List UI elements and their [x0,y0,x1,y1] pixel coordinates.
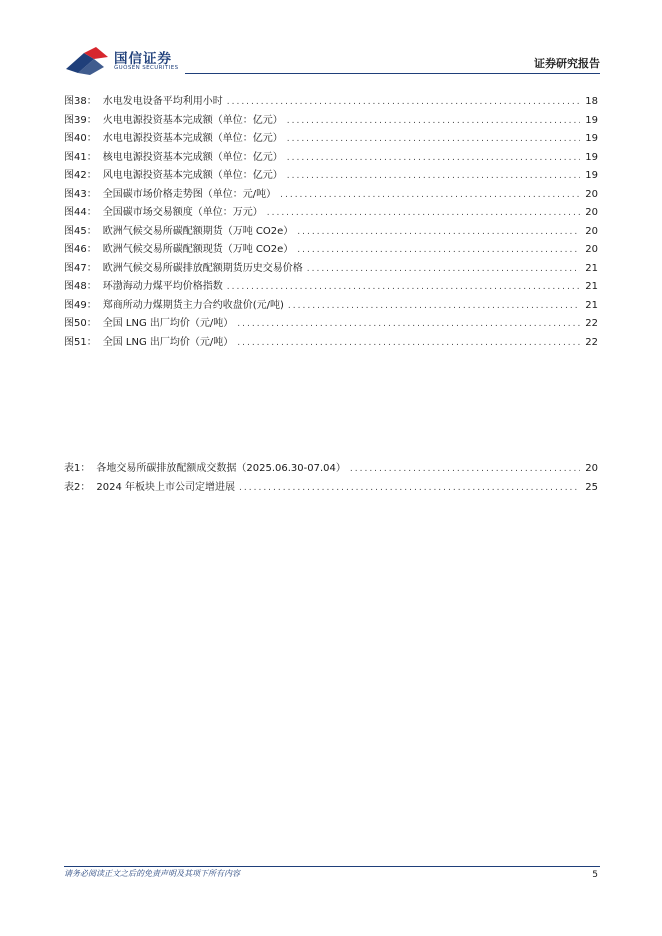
report-type: 证券研究报告 [534,57,600,70]
figure-number: 图41： [64,151,97,163]
guosen-logo-icon [64,45,110,77]
leader-dots [287,131,580,147]
leader-dots [287,150,580,166]
toc-entry-figure[interactable] [64,113,598,129]
page-ref: 19 [585,114,598,126]
figure-number: 图43： [64,188,97,200]
figure-number: 图40： [64,133,97,144]
figure-title: 全国 LNG 出厂均价（元/吨） [102,336,234,348]
figure-number: 图46： [64,244,97,255]
page-number: 5 [592,870,598,880]
toc-entry-figure[interactable] [64,131,598,147]
toc-entry-figure[interactable] [64,279,598,295]
page-ref: 20 [585,244,598,255]
leader-dots [239,480,580,496]
table-number: 表2： [64,482,91,493]
toc-entry-figure[interactable] [64,94,598,110]
figure-title: 风电电源投资基本完成额（单位：亿元） [102,170,283,181]
toc-entry-figure[interactable] [64,187,598,203]
figure-title: 郑商所动力煤期货主力合约收盘价(元/吨) [102,299,284,311]
page-ref: 20 [585,207,598,218]
page-ref: 21 [585,299,598,311]
leader-dots [267,205,580,221]
figure-number: 图51： [64,336,97,348]
leader-dots [297,242,580,258]
table-title: 2024 年板块上市公司定增进展 [96,482,236,493]
leader-dots [280,187,580,203]
figure-number: 图48： [64,281,97,292]
table-title: 各地交易所碳排放配额成交数据（2025.06.30-07.04） [96,463,346,474]
leader-dots [237,316,580,332]
toc-entry-figure[interactable] [64,168,598,184]
figure-title: 全国碳市场交易额度（单位：万元） [102,207,263,218]
leader-dots [227,94,580,110]
leader-dots [297,224,580,240]
toc-entry-figure[interactable] [64,335,598,351]
page-ref: 22 [585,336,598,348]
figure-number: 图50： [64,318,97,329]
leader-dots [350,461,580,477]
page-header [0,0,662,80]
toc-entry-figure[interactable] [64,261,598,277]
toc-entry-figure[interactable] [64,205,598,221]
toc-entry-figure[interactable] [64,298,598,314]
page-ref: 20 [585,188,598,200]
logo-chinese-name: 国信证券 [114,51,172,67]
leader-dots [287,168,580,184]
figure-title: 欧洲气候交易所碳排放配额期货历史交易价格 [102,262,303,274]
leader-dots [227,279,580,295]
toc-entry-figure[interactable] [64,224,598,240]
logo-english-name: GUOSEN SECURITIES [114,65,179,71]
figure-number: 图38： [64,96,97,107]
figure-number: 图47： [64,262,97,274]
figure-title: 欧洲气候交易所碳配额现货（万吨 CO2e） [102,244,294,255]
toc-entry-figure[interactable] [64,316,598,332]
footer-disclaimer: 请务必阅读正文之后的免责声明及其项下所有内容 [64,869,240,878]
guosen-logo [64,45,184,79]
leader-dots [237,335,580,351]
footer-divider [64,866,600,867]
figure-title: 水电电源投资基本完成额（单位：亿元） [102,133,283,144]
page-ref: 20 [585,463,598,474]
page-ref: 18 [585,96,598,107]
toc-entry-table[interactable] [64,480,598,496]
figure-title: 全国碳市场价格走势图（单位：元/吨） [102,188,277,200]
figure-number: 图44： [64,207,97,218]
figure-number: 图45： [64,225,97,237]
header-divider [185,73,600,74]
leader-dots [307,261,580,277]
leader-dots [287,113,580,129]
figure-title: 环渤海动力煤平均价格指数 [102,281,223,292]
leader-dots [288,298,580,314]
toc-entry-figure[interactable] [64,242,598,258]
page-ref: 21 [585,281,598,292]
page-ref: 21 [585,262,598,274]
page-ref: 20 [585,225,598,237]
page-ref: 19 [585,170,598,181]
figure-title: 水电发电设备平均利用小时 [102,96,223,107]
figure-title: 全国 LNG 出厂均价（元/吨） [102,318,234,329]
table-number: 表1： [64,463,91,474]
page-ref: 19 [585,151,598,163]
figure-number: 图42： [64,170,97,181]
figure-number: 图49： [64,299,97,311]
figure-title: 核电电源投资基本完成额（单位：亿元） [102,151,283,163]
figure-number: 图39： [64,114,97,126]
figure-title: 欧洲气候交易所碳配额期货（万吨 CO2e） [102,225,294,237]
page-ref: 19 [585,133,598,144]
page-ref: 25 [585,482,598,493]
figure-title: 火电电源投资基本完成额（单位：亿元） [102,114,283,126]
toc-entry-figure[interactable] [64,150,598,166]
page-ref: 22 [585,318,598,329]
toc-entry-table[interactable] [64,461,598,477]
